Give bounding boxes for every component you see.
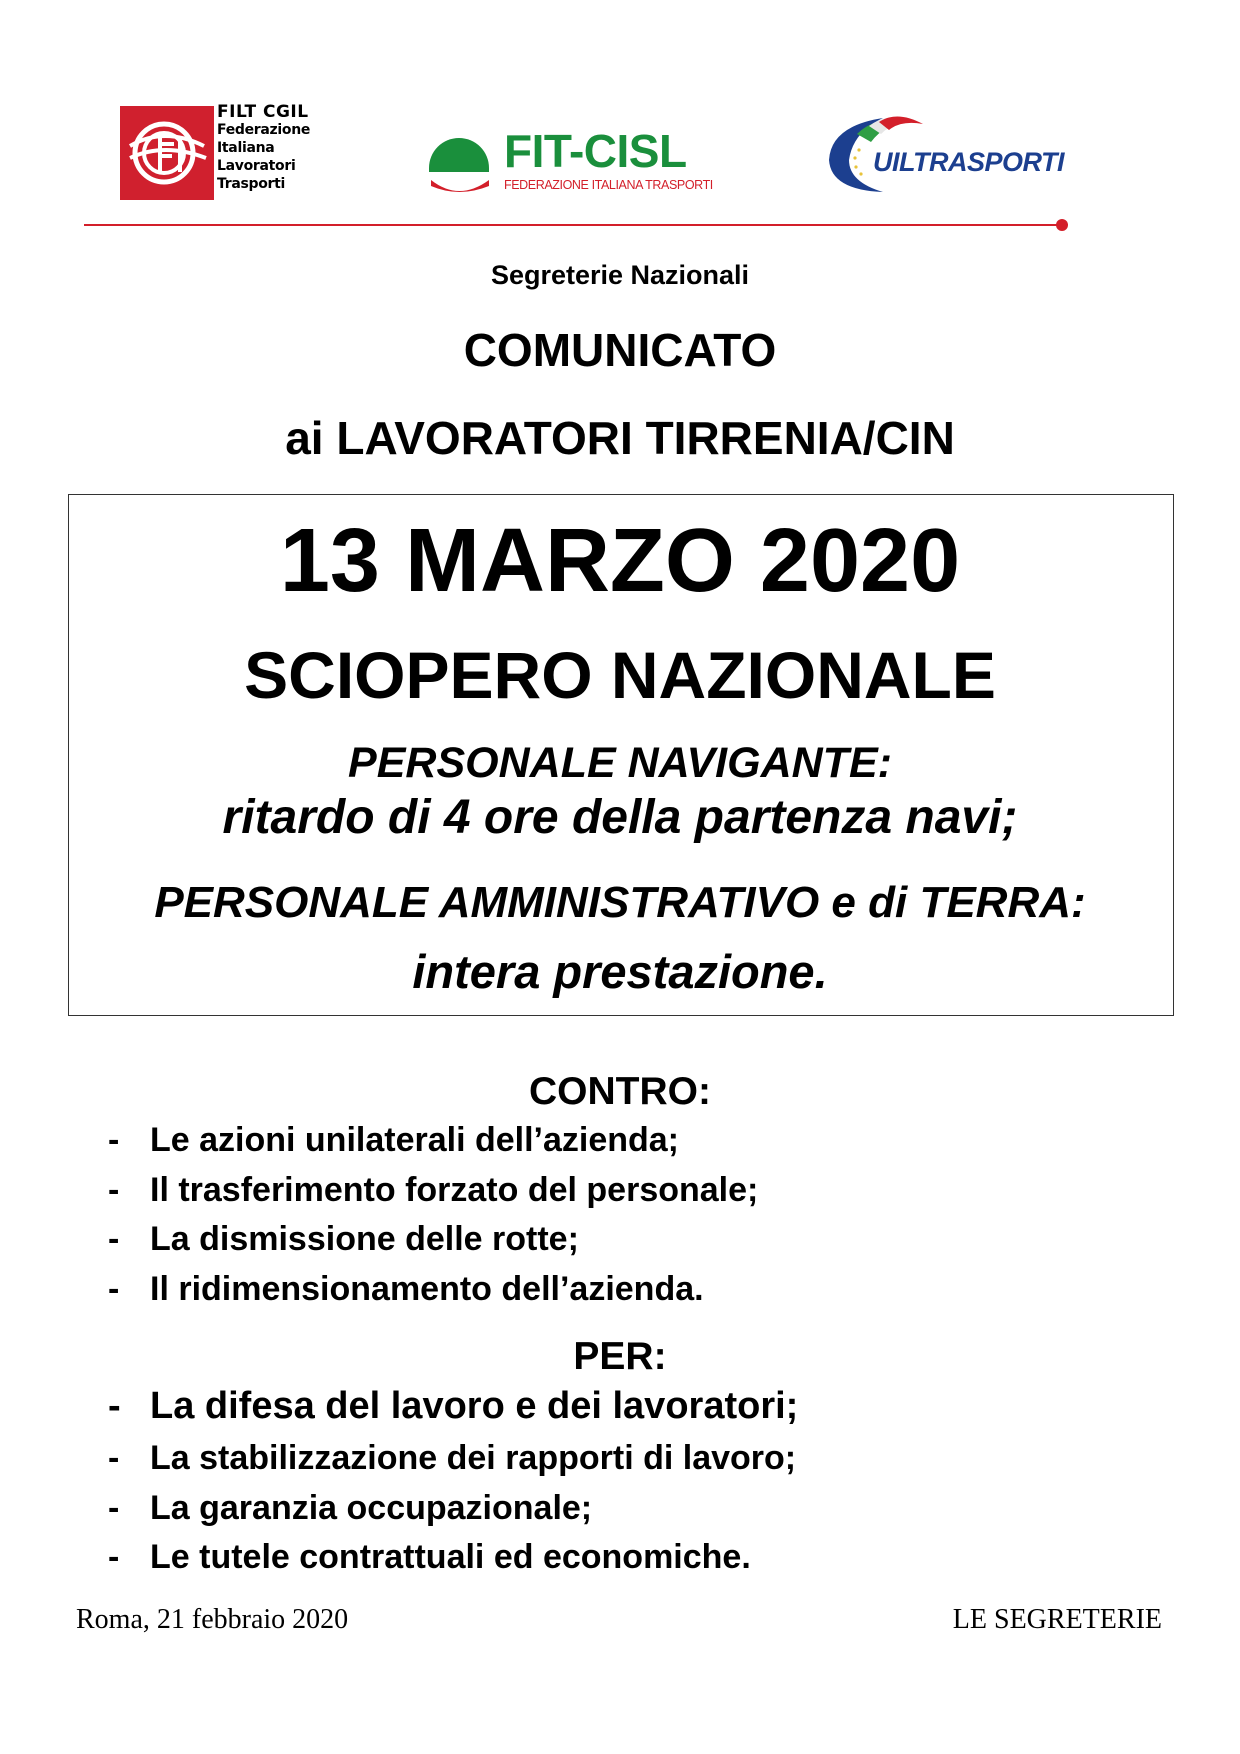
contro-heading: CONTRO: bbox=[529, 1070, 711, 1113]
filt-cgil-emblem-icon bbox=[120, 106, 214, 200]
filt-cgil-wordmark bbox=[217, 104, 310, 193]
strike-type: SCIOPERO NAZIONALE bbox=[244, 638, 996, 712]
bullet-dash: - bbox=[108, 1439, 120, 1477]
bullet-dash: - bbox=[108, 1385, 121, 1427]
bullet-dash: - bbox=[108, 1220, 120, 1258]
bullet-dash: - bbox=[108, 1171, 120, 1209]
place-date: Roma, 21 febbraio 2020 bbox=[76, 1604, 349, 1635]
contro-item-text: Le azioni unilaterali dell’azienda; bbox=[150, 1121, 680, 1159]
fit-cisl-emblem-icon bbox=[425, 128, 493, 196]
bullet-dash: - bbox=[108, 1489, 120, 1527]
bullet-dash: - bbox=[108, 1538, 120, 1576]
uiltrasporti-logo bbox=[823, 112, 1063, 198]
fit-cisl-logo bbox=[425, 124, 715, 196]
contro-item-text: Il trasferimento forzato del personale; bbox=[150, 1171, 759, 1209]
signature: LE SEGRETERIE bbox=[952, 1604, 1162, 1635]
strike-date: 13 MARZO 2020 bbox=[279, 511, 961, 611]
uiltrasporti-title: UILTRASPORTI bbox=[873, 147, 1065, 177]
filt-line-1: Federazione bbox=[217, 122, 311, 138]
navigante-label: PERSONALE NAVIGANTE: bbox=[348, 739, 892, 787]
per-item-text: La garanzia occupazionale; bbox=[150, 1489, 593, 1527]
segreterie-subtitle: Segreterie Nazionali bbox=[490, 260, 750, 290]
filt-line-2: Italiana bbox=[217, 140, 275, 156]
filt-cgil-logo bbox=[120, 102, 320, 200]
contro-item-text: La dismissione delle rotte; bbox=[150, 1220, 579, 1258]
fit-cisl-subtitle: FEDERAZIONE ITALIANA TRASPORTI bbox=[504, 178, 713, 192]
filt-line-3: Lavoratori bbox=[217, 158, 296, 174]
comunicato-title: COMUNICATO bbox=[463, 324, 777, 376]
bullet-dash: - bbox=[108, 1270, 120, 1308]
fit-cisl-title: FIT-CISL bbox=[504, 125, 687, 177]
header-divider-dot bbox=[1056, 219, 1068, 231]
filt-line-4: Trasporti bbox=[217, 176, 286, 192]
per-item-text: La stabilizzazione dei rapporti di lavoro; bbox=[150, 1439, 797, 1477]
per-heading: PER: bbox=[573, 1335, 667, 1378]
contro-item-text: Il ridimensionamento dell’azienda. bbox=[150, 1270, 704, 1308]
terra-detail: intera prestazione. bbox=[412, 945, 828, 998]
per-item-text: La difesa del lavoro e dei lavoratori; bbox=[150, 1385, 799, 1427]
navigante-detail: ritardo di 4 ore della partenza navi; bbox=[222, 791, 1018, 844]
header-divider bbox=[84, 224, 1064, 226]
filt-cgil-title: FILT CGIL bbox=[217, 102, 309, 122]
audience-line: ai LAVORATORI TIRRENIA/CIN bbox=[285, 412, 955, 464]
per-item-text: Le tutele contrattuali ed economiche. bbox=[150, 1538, 751, 1576]
terra-label: PERSONALE AMMINISTRATIVO e di TERRA: bbox=[154, 878, 1086, 927]
bullet-dash: - bbox=[108, 1121, 120, 1159]
